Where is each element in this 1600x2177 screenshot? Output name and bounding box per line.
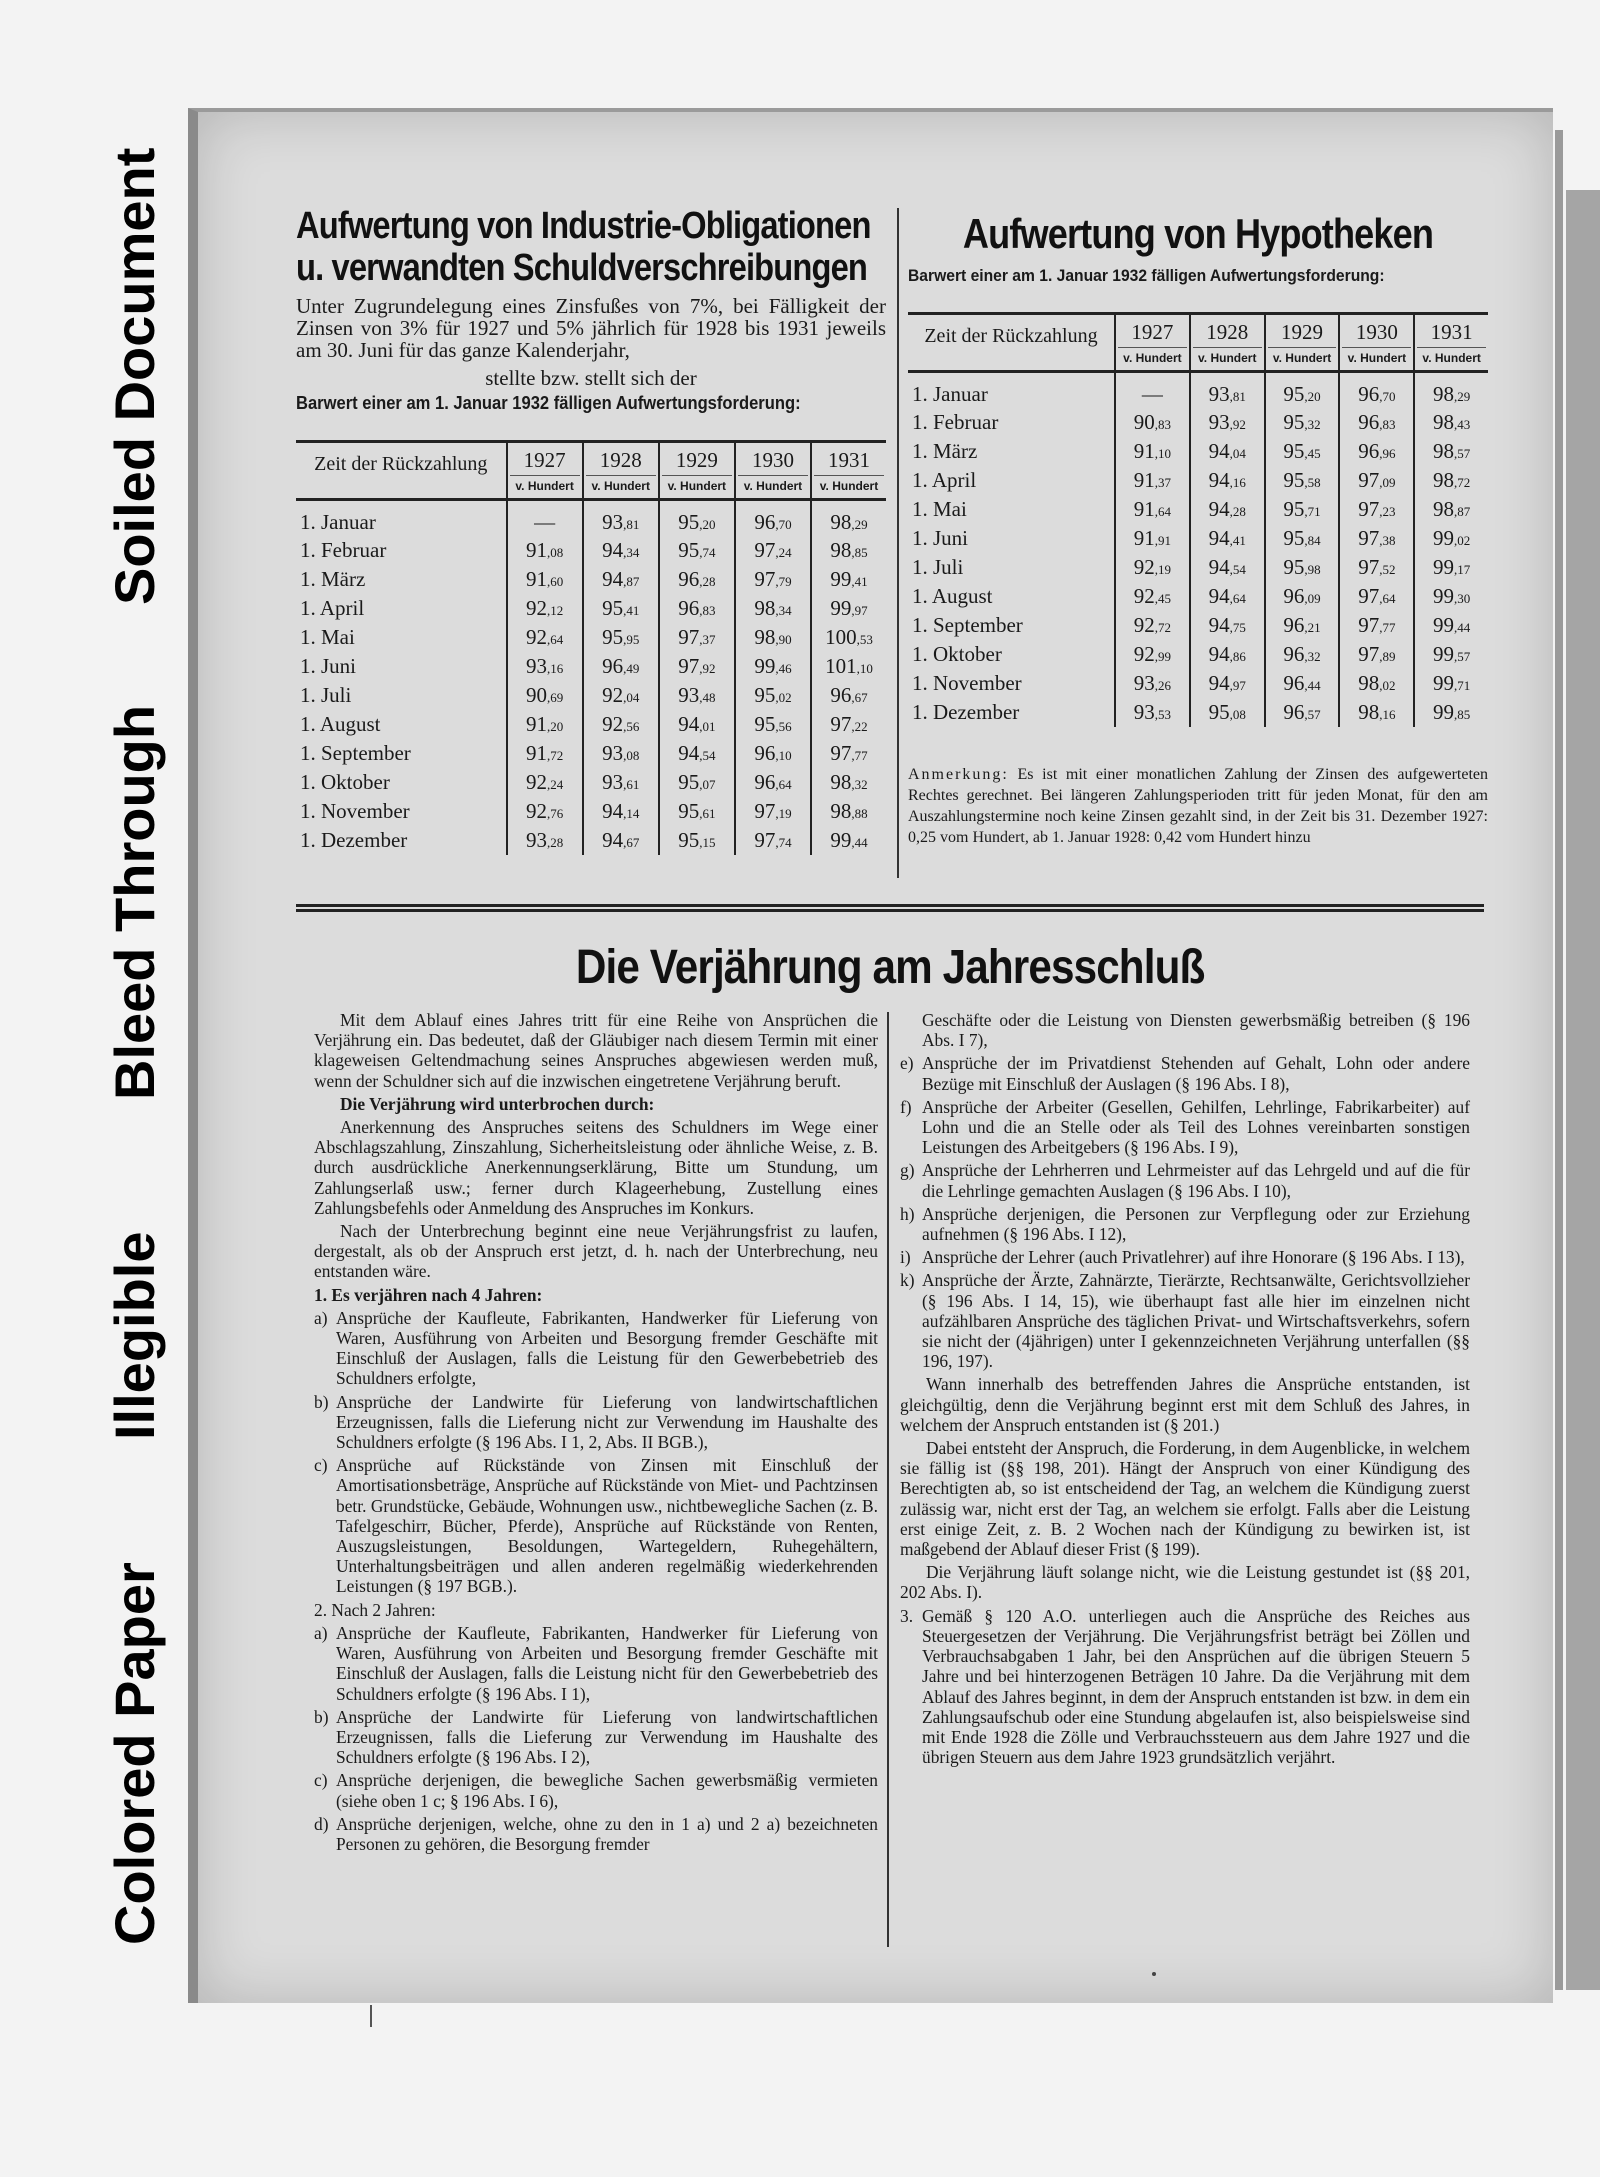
year-header	[1190, 314, 1265, 372]
year-header	[507, 442, 583, 500]
year-header	[1265, 314, 1340, 372]
anmerkung-text: Es ist mit einer monatlichen Zahlung der Zinsen des aufgewerteten Rechtes gerechnet. Bei längeren Zahlungsperioden tritt für jeden Monat, für den am Auszahlungstermine noch keine Zinsen gezahlt sind, in der Zeit bis 31. Dezember 1927: 0,25 vom Hundert, ab 1. Januar 1928: 0,42 vom Hundert hinzu	[908, 766, 1489, 846]
next-page-edge	[1566, 190, 1600, 1990]
value-cell: 98,90	[735, 623, 811, 652]
list-item	[900, 1010, 1470, 1050]
value-cell: 92,76	[507, 797, 583, 826]
value-cell: 98,29	[811, 500, 886, 536]
value-cell: 94,14	[583, 797, 659, 826]
list-item-key: i)	[900, 1247, 911, 1268]
value-cell: 97,19	[735, 797, 811, 826]
table-row	[908, 611, 1488, 640]
month-cell: 1. April	[300, 595, 365, 620]
value-cell: 95,45	[1265, 437, 1340, 466]
year-header	[583, 442, 659, 500]
value-cell: 96,21	[1265, 611, 1340, 640]
value-cell: 96,70	[735, 500, 811, 536]
list-item	[900, 1270, 1470, 1371]
article-left-column	[314, 1010, 878, 1857]
right-data-table	[908, 312, 1488, 727]
list-item-key: e)	[900, 1053, 914, 1074]
list-item-key: h)	[900, 1203, 915, 1224]
month-cell: 1. Februar	[912, 409, 999, 434]
value-cell: 99,17	[1414, 553, 1488, 582]
list-item-key: b)	[314, 1391, 329, 1412]
value-cell: 94,41	[1190, 524, 1265, 553]
industrie-table	[296, 440, 886, 855]
value-cell: 95,08	[1190, 698, 1265, 727]
table-row	[296, 681, 886, 710]
unit-label: v. Hundert	[1123, 351, 1182, 365]
value-cell: 92,72	[1115, 611, 1190, 640]
month-cell: 1. August	[912, 583, 993, 608]
list-item-key: c)	[314, 1770, 328, 1791]
month-cell: 1. Dezember	[300, 827, 408, 852]
value-cell: 91,10	[1115, 437, 1190, 466]
month-cell: 1. Juli	[912, 554, 964, 579]
anmerkung-label: Anmerkung:	[908, 766, 1009, 783]
paragraph: Dabei entsteht der Anspruch, die Forderung, in dem Augenblicke, in welchem sie fällig ist (§§ 198, 201). Hängt der Anspruch von einer Kündigung des Berechtigten ab, so ist entscheidend der Tag, an welchem die Kündigung zuerst zulässig war, nicht erst der Tag, an welchem sie erfolgt. Falls aber die Leistung erst einige Zeit, z. B. 2 Wochen nach der Kündigung zu bewirken ist, ist maßgebend der Ablauf dieser Frist (§ 199).	[900, 1438, 1470, 1560]
value-cell: 95,02	[735, 681, 811, 710]
value-cell: 96,83	[659, 594, 735, 623]
unit-label: v. Hundert	[1198, 351, 1257, 365]
value-cell: 97,22	[811, 710, 886, 739]
value-cell: 98,02	[1339, 669, 1414, 698]
value-cell: 96,64	[735, 768, 811, 797]
year-header	[659, 442, 735, 500]
paragraph: Die Verjährung wird unterbrochen durch:	[340, 1093, 655, 1114]
list-item-text: Ansprüche auf Rückstände von Zinsen mit Einschluß der Amortisationsbeträge, Ansprüche auf Rückstände von Miet- und Pachtzinsen betr. Grundstücke, Gebäude, Wohnungen usw., nichtbewegliche Sachen (z. B. Tafelgeschirr, Bücher, Pferde), Ansprüche auf Rückstände von Renten, Auszugsleistungen, Besoldungen, Wartegeldern, Ruhegehältern, Unterhaltungsbeiträgen und allen anderen regelmäßig wiederkehrenden Leistungen (§ 197 BGB.).	[336, 1455, 878, 1597]
value-cell: —	[507, 500, 583, 536]
section-rule	[296, 904, 1484, 912]
page-edge	[1555, 130, 1563, 1990]
value-cell: 94,86	[1190, 640, 1265, 669]
value-cell: 101,10	[811, 652, 886, 681]
value-cell: 99,44	[1414, 611, 1488, 640]
list-item-key: c)	[314, 1455, 328, 1476]
value-cell: 98,87	[1414, 495, 1488, 524]
left-data-table	[296, 440, 886, 855]
month-cell: 1. August	[300, 711, 381, 736]
list-item	[314, 1392, 878, 1453]
value-cell: 98,88	[811, 797, 886, 826]
value-cell: 93,08	[583, 739, 659, 768]
paragraph: Die Verjährung läuft solange nicht, wie die Leistung gestundet ist (§§ 201, 202 Abs. I).	[900, 1562, 1470, 1603]
right-barwert: Barwert einer am 1. Januar 1932 fälligen Aufwertungsforderung:	[908, 266, 1385, 285]
value-cell: 97,64	[1339, 582, 1414, 611]
value-cell: 98,34	[735, 594, 811, 623]
value-cell: 96,70	[1339, 372, 1414, 408]
value-cell: 95,98	[1265, 553, 1340, 582]
table-row	[296, 768, 886, 797]
value-cell: 92,04	[583, 681, 659, 710]
value-cell: 94,97	[1190, 669, 1265, 698]
value-cell: 95,71	[1265, 495, 1340, 524]
table-row	[908, 466, 1488, 495]
table-row	[908, 495, 1488, 524]
value-cell: 93,16	[507, 652, 583, 681]
value-cell: 92,45	[1115, 582, 1190, 611]
month-cell: 1. November	[300, 798, 410, 823]
list-item-text: Ansprüche derjenigen, die bewegliche Sachen gewerbsmäßig vermieten (siehe oben 1 c; § 196 Abs. I 6),	[336, 1770, 878, 1811]
table-row	[296, 710, 886, 739]
top-column-divider	[897, 208, 899, 878]
anmerkung-note	[908, 764, 1488, 848]
hypotheken-header	[908, 210, 1488, 286]
zeit-header: Zeit der Rückzahlung	[314, 453, 488, 475]
value-cell: —	[1115, 372, 1190, 408]
list-item-text: Ansprüche der Lehrer (auch Privatlehrer) auf ihre Honorare (§ 196 Abs. I 13),	[922, 1247, 1465, 1268]
value-cell: 100,53	[811, 623, 886, 652]
table-row	[908, 582, 1488, 611]
paragraph: 2. Nach 2 Jahren:	[314, 1599, 436, 1620]
value-cell: 92,64	[507, 623, 583, 652]
value-cell: 99,44	[811, 826, 886, 855]
value-cell: 95,41	[583, 594, 659, 623]
list-item	[314, 1814, 878, 1854]
value-cell: 99,46	[735, 652, 811, 681]
table-row	[296, 565, 886, 594]
month-cell: 1. Juni	[912, 525, 969, 550]
article-right-column	[900, 1010, 1470, 1770]
value-cell: 91,37	[1115, 466, 1190, 495]
article-title-text: Die Verjährung am Jahresschluß	[575, 941, 1205, 994]
label-illegible: Illegible	[103, 1231, 166, 1440]
year-label: 1931	[814, 445, 884, 476]
zeit-header: Zeit der Rückzahlung	[924, 325, 1098, 347]
table-row	[296, 594, 886, 623]
value-cell: 96,44	[1265, 669, 1340, 698]
value-cell: 97,23	[1339, 495, 1414, 524]
year-label: 1930	[1342, 317, 1411, 348]
unit-label: v. Hundert	[515, 479, 574, 493]
industrie-obligationen-header	[296, 205, 886, 414]
value-cell: 92,12	[507, 594, 583, 623]
paragraph: 1. Es verjähren nach 4 Jahren:	[314, 1284, 543, 1305]
value-cell: 95,56	[735, 710, 811, 739]
unit-label: v. Hundert	[819, 479, 879, 493]
month-cell: 1. Juli	[300, 682, 352, 707]
hypotheken-table	[908, 312, 1488, 727]
label-bleed-through: Bleed Through	[103, 704, 166, 1100]
value-cell: 94,04	[1190, 437, 1265, 466]
value-cell: 94,54	[659, 739, 735, 768]
table-row	[296, 652, 886, 681]
value-cell: 97,89	[1339, 640, 1414, 669]
list-item-text: Ansprüche der Ärzte, Zahnärzte, Tierärzte, Rechtsanwälte, Gerichtsvollzieher (§ 196 Abs. I 14, 15), wie überhaupt fast alle hier im einzelnen nicht aufzählbaren Ansprüche des täglichen Privat- und Wirtschaftsverkehrs, sofern sie nicht der (4jährigen) unter I gekennzeichneten Verjährung unterfallen (§§ 196, 197).	[922, 1270, 1470, 1372]
value-cell: 90,83	[1115, 408, 1190, 437]
list-item	[900, 1053, 1470, 1093]
table-row	[296, 826, 886, 855]
article-column-divider	[887, 1012, 889, 1947]
list-item	[314, 1770, 878, 1810]
value-cell: 94,54	[1190, 553, 1265, 582]
value-cell: 98,32	[811, 768, 886, 797]
list-item-text: Ansprüche der Arbeiter (Gesellen, Gehilfen, Lehrlinge, Fabrikarbeiter) auf Lohn und die an Stelle oder als Teil des Lohnes vereinbarten sonstigen Leistungen des Arbeitgebers (§ 196 Abs. I 9),	[922, 1096, 1470, 1158]
list-item	[900, 1097, 1470, 1158]
value-cell: 97,24	[735, 536, 811, 565]
year-header	[1339, 314, 1414, 372]
value-cell: 97,37	[659, 623, 735, 652]
value-cell: 94,67	[583, 826, 659, 855]
scan-dot	[1152, 1972, 1156, 1976]
month-cell: 1. September	[912, 612, 1023, 637]
paragraph: Mit dem Ablauf eines Jahres tritt für eine Reihe von Ansprüchen die Verjährung ein. Das bedeutet, daß der Gläubiger nach diesem Termin mit einer klageweisen Geltendmachung seines Anspruches abgewiesen werden muß, wenn der Schuldner sich auf die inzwischen eingetretene Verjährung beruft.	[314, 1010, 878, 1091]
table-row	[296, 797, 886, 826]
value-cell: 97,77	[811, 739, 886, 768]
month-cell: 1. September	[300, 740, 411, 765]
left-title-line1: Aufwertung von Industrie-Obligationen	[296, 205, 871, 247]
value-cell: 94,87	[583, 565, 659, 594]
value-cell: 94,75	[1190, 611, 1265, 640]
unit-label: v. Hundert	[667, 479, 727, 493]
table-row	[296, 739, 886, 768]
month-cell: 1. März	[912, 438, 978, 463]
list-item	[314, 1308, 878, 1389]
value-cell: 94,16	[1190, 466, 1265, 495]
month-cell: 1. Mai	[300, 624, 355, 649]
value-cell: 98,72	[1414, 466, 1488, 495]
value-cell: 95,74	[659, 536, 735, 565]
value-cell: 98,29	[1414, 372, 1488, 408]
year-header	[811, 442, 886, 500]
value-cell: 93,81	[1190, 372, 1265, 408]
value-cell: 91,91	[1115, 524, 1190, 553]
value-cell: 94,34	[583, 536, 659, 565]
value-cell: 97,92	[659, 652, 735, 681]
list-item-text: Gemäß § 120 A.O. unterliegen auch die Ansprüche des Reiches aus Steuergesetzen der Verjährung. Die Verjährungsfrist beträgt bei Zöllen und Verbrauchsabgaben 1 Jahr, bei den Ansprüchen auf die übrigen Steuern 5 Jahre und bei hinterzogenen Beträgen 10 Jahre. Da die Verjährung mit dem Ablauf des Jahres beginnt, in dem der Anspruch entstanden ist bzw. in dem ein Zahlungsaufschub oder eine Stundung abgelaufen ist, also beispielsweise sind mit Ende 1928 die Zölle und Verbrauchssteuern aus dem Jahre 1927 und die übrigen Steuern aus dem Jahre 1923 grundsätzlich verjährt.	[922, 1605, 1470, 1768]
table-row	[908, 524, 1488, 553]
value-cell: 95,58	[1265, 466, 1340, 495]
list-item-text: Geschäfte oder die Leistung von Diensten gewerbsmäßig betreiben (§ 196 Abs. I 7),	[922, 1010, 1470, 1051]
value-cell: 93,92	[1190, 408, 1265, 437]
value-cell: 99,57	[1414, 640, 1488, 669]
value-cell: 97,77	[1339, 611, 1414, 640]
left-intro2: stellte bzw. stellt sich der	[485, 366, 697, 390]
value-cell: 95,84	[1265, 524, 1340, 553]
value-cell: 91,72	[507, 739, 583, 768]
value-cell: 99,71	[1414, 669, 1488, 698]
table-row	[908, 372, 1488, 408]
value-cell: 96,67	[811, 681, 886, 710]
paragraph: Anerkennung des Anspruches seitens des Schuldners im Wege einer Abschlagszahlung, Zinszahlung, Sicherheitsleistung oder ähnliche Weise, z. B. durch ausdrückliche Anerkennungserklärung, Bitte um Stundung, um Zahlungserlaß usw.; ferner durch Klageerhebung, Zustellung eines Zahlungsbefehls oder Anmeldung des Anspruches im Konkurs.	[314, 1117, 878, 1218]
list-item-text: Ansprüche der Landwirte für Lieferung von landwirtschaftlichen Erzeugnissen, falls die Lieferung zur Verwendung im Haushalte des Schuldners erfolgte (§ 196 Abs. I 2),	[336, 1706, 878, 1768]
value-cell: 92,19	[1115, 553, 1190, 582]
year-header	[735, 442, 811, 500]
value-cell: 91,08	[507, 536, 583, 565]
year-label: 1927	[1118, 317, 1187, 348]
value-cell: 99,85	[1414, 698, 1488, 727]
month-cell: 1. Februar	[300, 537, 387, 562]
label-colored-paper: Colored Paper	[103, 1562, 166, 1945]
value-cell: 95,61	[659, 797, 735, 826]
value-cell: 95,20	[1265, 372, 1340, 408]
list-item-text: Ansprüche derjenigen, die Personen zur Verpflegung oder zur Erziehung aufnehmen (§ 196 Abs. I 12),	[922, 1203, 1470, 1245]
month-cell: 1. März	[300, 566, 366, 591]
month-cell: 1. Oktober	[912, 641, 1002, 666]
left-intro: Unter Zugrundelegung eines Zinsfußes von 7%, bei Fälligkeit der Zinsen von 3% für 1927 und 5% jährlich für 1928 bis 1931 jeweils am 30. Juni für das ganze Kalenderjahr,	[296, 294, 886, 362]
table-row	[908, 437, 1488, 466]
value-cell: 92,24	[507, 768, 583, 797]
paragraph: Wann innerhalb des betreffenden Jahres die Ansprüche entstanden, ist gleichgültig, denn die Verjährung beginnt erst mit dem Schluß des Jahres, in welchem der Anspruch entstanden ist (§ 201.)	[900, 1374, 1470, 1435]
value-cell: 92,56	[583, 710, 659, 739]
year-label: 1928	[1193, 317, 1262, 348]
value-cell: 94,28	[1190, 495, 1265, 524]
year-header	[1414, 314, 1488, 372]
month-cell: 1. Mai	[912, 496, 967, 521]
value-cell: 96,83	[1339, 408, 1414, 437]
value-cell: 95,15	[659, 826, 735, 855]
value-cell: 95,20	[659, 500, 735, 536]
month-cell: 1. April	[912, 467, 977, 492]
label-soiled-document: Soiled Document	[103, 147, 166, 605]
article-title	[296, 940, 1484, 995]
value-cell: 97,09	[1339, 466, 1414, 495]
value-cell: 95,95	[583, 623, 659, 652]
list-item-key: 3.	[900, 1605, 914, 1626]
unit-label: v. Hundert	[1422, 351, 1481, 365]
value-cell: 99,97	[811, 594, 886, 623]
year-header	[1115, 314, 1190, 372]
list-item-key: k)	[900, 1270, 915, 1291]
value-cell: 99,41	[811, 565, 886, 594]
value-cell: 95,07	[659, 768, 735, 797]
table-row	[908, 553, 1488, 582]
value-cell: 95,32	[1265, 408, 1340, 437]
value-cell: 98,16	[1339, 698, 1414, 727]
value-cell: 93,81	[583, 500, 659, 536]
value-cell: 93,28	[507, 826, 583, 855]
value-cell: 93,48	[659, 681, 735, 710]
value-cell: 98,43	[1414, 408, 1488, 437]
left-barwert: Barwert einer am 1. Januar 1932 fälligen Aufwertungsforderung:	[296, 393, 801, 413]
year-label: 1929	[662, 445, 732, 476]
value-cell: 96,10	[735, 739, 811, 768]
value-cell: 97,38	[1339, 524, 1414, 553]
month-cell: 1. November	[912, 670, 1022, 695]
list-item-text: Ansprüche der Lehrherren und Lehrmeister auf das Lehrgeld und auf die für die Lehrlinge gemachten Auslagen (§ 196 Abs. I 10),	[922, 1160, 1470, 1201]
value-cell: 98,57	[1414, 437, 1488, 466]
value-cell: 91,20	[507, 710, 583, 739]
left-title-line2: u. verwandten Schuldverschreibungen	[296, 247, 867, 289]
list-item-key: b)	[314, 1706, 329, 1727]
value-cell: 92,99	[1115, 640, 1190, 669]
value-cell: 93,53	[1115, 698, 1190, 727]
scan-mark	[370, 2005, 372, 2027]
right-title: Aufwertung von Hypotheken	[962, 210, 1434, 257]
value-cell: 99,02	[1414, 524, 1488, 553]
month-cell: 1. Januar	[300, 509, 376, 534]
list-item-text: Ansprüche der Landwirte für Lieferung von landwirtschaftlichen Erzeugnissen, falls die Lieferung nicht zur Verwendung im Haushalte des Schuldners erfolgte (§ 196 Abs. I 1, 2, Abs. II BGB.),	[336, 1391, 878, 1453]
list-item-text: Ansprüche der Kaufleute, Fabrikanten, Handwerker für Lieferung von Waren, Ausführung von Arbeiten und Besorgung fremder Geschäfte mit Einschluß der Auslagen, falls die Leistung nicht für den Gewerbebetrieb des Schuldners erfolgte (§ 196 Abs. I 1),	[336, 1622, 878, 1704]
year-label: 1931	[1417, 317, 1486, 348]
list-item-key	[900, 1010, 922, 1050]
month-cell: 1. Dezember	[912, 699, 1020, 724]
list-item-text: Ansprüche der Kaufleute, Fabrikanten, Handwerker für Lieferung von Waren, Ausführung von Arbeiten und Besorgung fremder Geschäfte mit Einschluß der Auslagen, falls die Leistung für den Gewerbebetrieb des Schuldners erfolgte,	[336, 1307, 878, 1389]
value-cell: 96,28	[659, 565, 735, 594]
value-cell: 96,09	[1265, 582, 1340, 611]
month-cell: 1. Oktober	[300, 769, 390, 794]
unit-label: v. Hundert	[1347, 351, 1407, 365]
value-cell: 90,69	[507, 681, 583, 710]
value-cell: 94,64	[1190, 582, 1265, 611]
value-cell: 93,61	[583, 768, 659, 797]
paragraph: Nach der Unterbrechung beginnt eine neue Verjährungsfrist zu laufen, dergestalt, als ob der Anspruch erst jetzt, d. h. nach der Unterbrechung, neu entstanden wäre.	[314, 1221, 878, 1282]
list-item	[314, 1455, 878, 1596]
value-cell: 96,49	[583, 652, 659, 681]
month-cell: 1. Januar	[912, 381, 988, 406]
table-row	[908, 408, 1488, 437]
list-item	[900, 1606, 1470, 1768]
table-row	[908, 640, 1488, 669]
list-item-key: a)	[314, 1307, 328, 1328]
list-item	[900, 1204, 1470, 1244]
value-cell: 96,57	[1265, 698, 1340, 727]
table-row	[908, 698, 1488, 727]
table-row	[296, 500, 886, 536]
list-item	[900, 1160, 1470, 1200]
list-item	[900, 1247, 1470, 1267]
value-cell: 97,79	[735, 565, 811, 594]
value-cell: 96,96	[1339, 437, 1414, 466]
table-row	[908, 669, 1488, 698]
value-cell: 91,64	[1115, 495, 1190, 524]
list-item	[314, 1707, 878, 1768]
unit-label: v. Hundert	[743, 479, 803, 493]
list-item-text: Ansprüche derjenigen, welche, ohne zu den in 1 a) und 2 a) bezeichneten Personen zu gehören, die Besorgung fremder	[336, 1813, 878, 1854]
value-cell: 97,52	[1339, 553, 1414, 582]
value-cell: 98,85	[811, 536, 886, 565]
unit-label: v. Hundert	[591, 479, 650, 493]
value-cell: 99,30	[1414, 582, 1488, 611]
table-row	[296, 623, 886, 652]
list-item-key: f)	[900, 1096, 912, 1117]
year-label: 1929	[1268, 317, 1337, 348]
list-item-key: a)	[314, 1622, 328, 1643]
year-label: 1928	[586, 445, 656, 476]
year-label: 1927	[510, 445, 580, 476]
year-label: 1930	[738, 445, 808, 476]
list-item	[314, 1623, 878, 1704]
value-cell: 96,32	[1265, 640, 1340, 669]
table-row	[296, 536, 886, 565]
unit-label: v. Hundert	[1272, 351, 1332, 365]
list-item-key: g)	[900, 1160, 915, 1181]
value-cell: 91,60	[507, 565, 583, 594]
month-cell: 1. Juni	[300, 653, 357, 678]
list-item-key: d)	[314, 1813, 329, 1834]
list-item-text: Ansprüche der im Privatdienst Stehenden auf Gehalt, Lohn oder andere Bezüge mit Einschluß der Auslagen (§ 196 Abs. I 8),	[922, 1053, 1470, 1094]
value-cell: 94,01	[659, 710, 735, 739]
value-cell: 97,74	[735, 826, 811, 855]
value-cell: 93,26	[1115, 669, 1190, 698]
